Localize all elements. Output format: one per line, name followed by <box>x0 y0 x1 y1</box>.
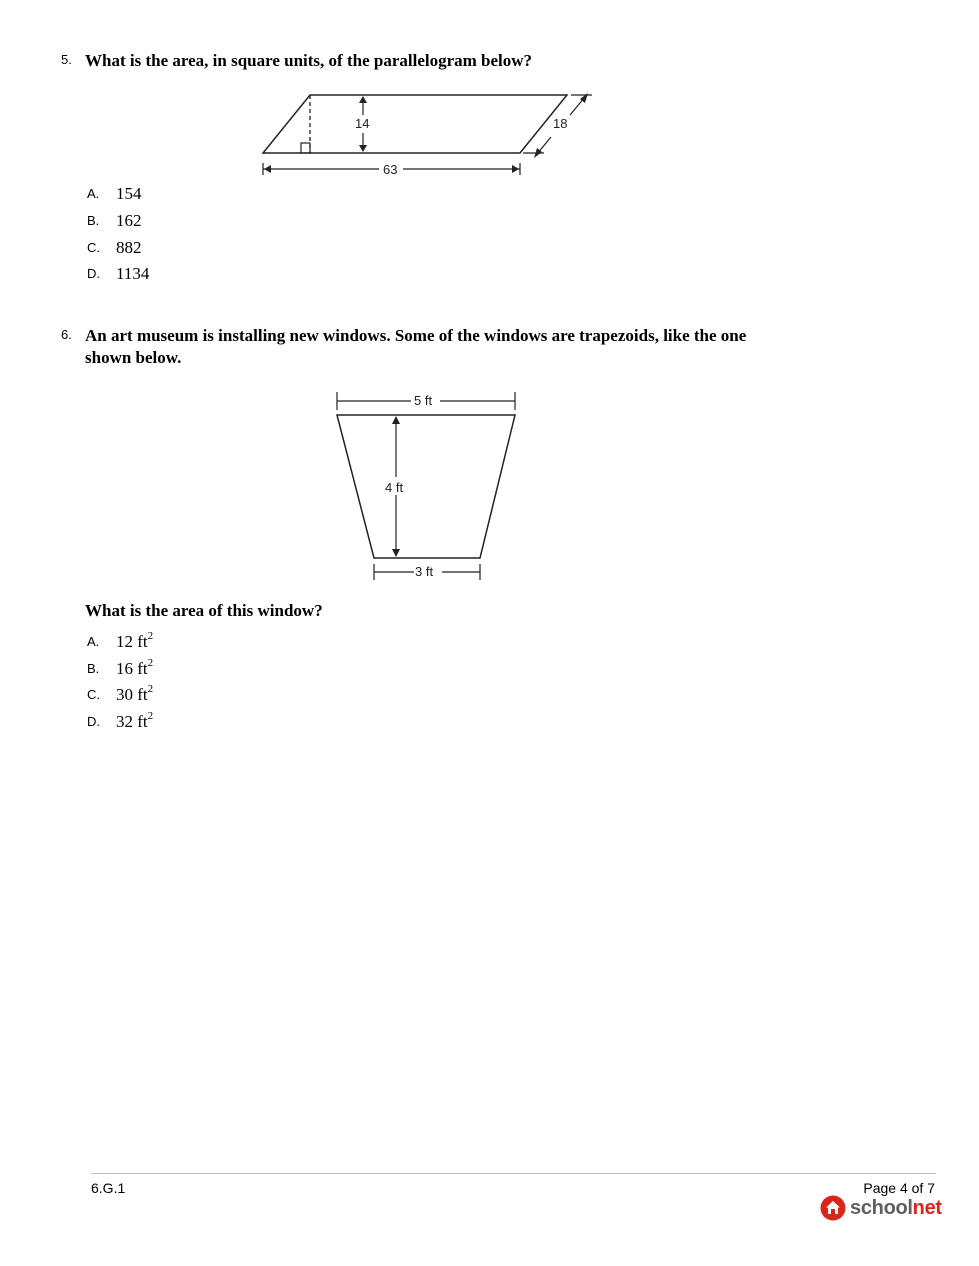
base-label: 63 <box>383 162 398 177</box>
question-6-text-line1: An art museum is installing new windows. Some of the windows are trapezoids, like the one <box>85 326 747 345</box>
height-label: 4 ft <box>385 480 404 495</box>
height-label: 14 <box>355 116 370 131</box>
q5-option-d-letter: D. <box>87 266 100 281</box>
q6-option-b-value: 16 ft <box>116 659 148 678</box>
parallelogram-shape <box>263 95 567 153</box>
base-arrowhead-right <box>512 165 519 173</box>
home-icon <box>820 1195 846 1221</box>
logo-wordmark <box>850 1197 942 1220</box>
q6-option-a[interactable] <box>116 632 153 652</box>
trapezoid-shape <box>337 415 515 558</box>
q6-option-d-value: 32 ft <box>116 712 148 731</box>
parallelogram-figure <box>255 88 600 180</box>
question-6-prompt: What is the area of this window? <box>85 601 323 620</box>
q6-option-d-exponent: 2 <box>147 710 154 722</box>
q5-option-b-value[interactable]: 162 <box>116 211 142 230</box>
q6-option-c[interactable] <box>116 685 153 705</box>
height-arrowhead-bottom <box>359 145 367 152</box>
trapezoid-figure <box>330 388 525 584</box>
height-arrowhead-top <box>359 96 367 103</box>
height-arrowhead-bottom <box>392 549 400 557</box>
height-arrowhead-top <box>392 416 400 424</box>
q6-option-c-value: 30 ft <box>116 685 148 704</box>
q6-option-a-letter: A. <box>87 634 100 649</box>
q6-option-b[interactable] <box>116 659 153 679</box>
top-base-label: 5 ft <box>414 393 433 408</box>
q5-option-a-value[interactable]: 154 <box>116 184 142 203</box>
page-number: Page 4 of 7 <box>863 1180 935 1196</box>
q5-option-c-letter: C. <box>87 240 100 255</box>
question-5-number: 5. <box>61 52 72 67</box>
question-6-number: 6. <box>61 327 72 342</box>
q5-option-b-letter: B. <box>87 213 100 228</box>
question-5-text: What is the area, in square units, of the parallelogram below? <box>85 51 533 70</box>
logo-text-school: school <box>850 1196 913 1219</box>
q6-option-c-exponent: 2 <box>147 683 154 695</box>
q6-option-d[interactable] <box>116 712 153 732</box>
q5-option-a-letter: A. <box>87 186 100 201</box>
q6-option-b-exponent: 2 <box>147 657 154 669</box>
side-label: 18 <box>553 116 568 131</box>
q5-option-c-value[interactable]: 882 <box>116 238 142 257</box>
q6-option-c-letter: C. <box>87 687 100 702</box>
bottom-base-label: 3 ft <box>415 564 434 579</box>
q6-option-d-letter: D. <box>87 714 100 729</box>
logo-text-net: net <box>912 1196 942 1219</box>
right-angle-marker <box>301 143 310 153</box>
footer-divider <box>91 1173 936 1174</box>
q5-option-d-value[interactable]: 1134 <box>116 264 150 283</box>
q6-option-b-letter: B. <box>87 661 100 676</box>
standard-code: 6.G.1 <box>91 1180 126 1196</box>
question-6-text-line2: shown below. <box>85 348 182 367</box>
q6-option-a-exponent: 2 <box>147 630 154 642</box>
schoolnet-logo <box>820 1193 942 1223</box>
base-arrowhead-left <box>264 165 271 173</box>
q6-option-a-value: 12 ft <box>116 632 148 651</box>
